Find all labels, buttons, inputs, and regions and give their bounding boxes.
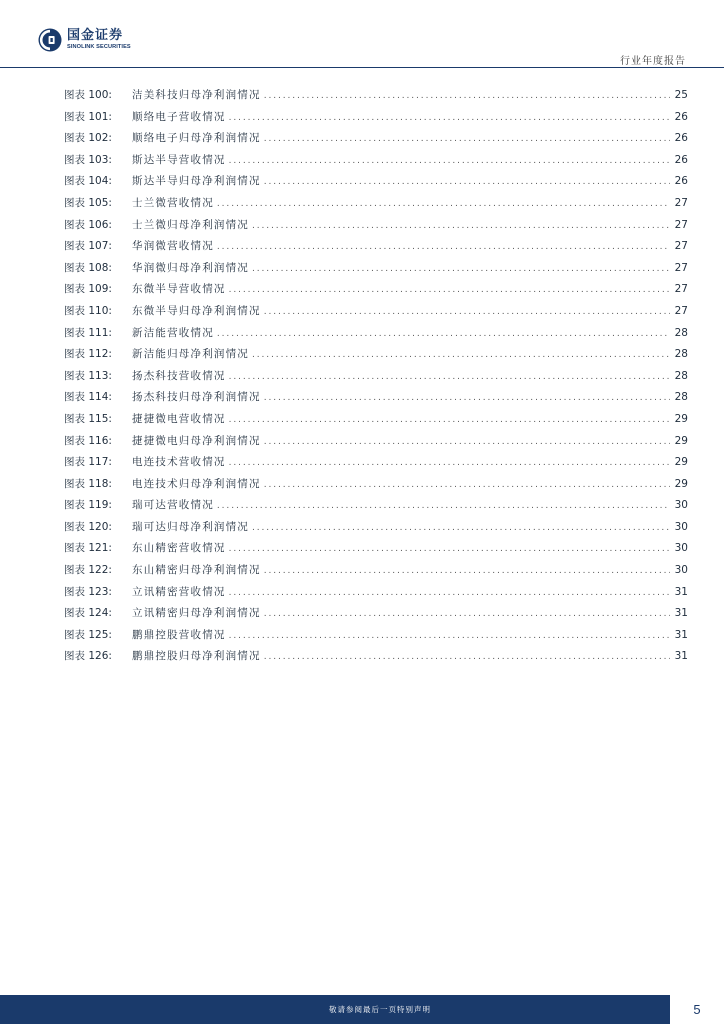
toc-entry[interactable] (64, 540, 688, 562)
toc-dot-leader (264, 609, 670, 619)
toc-entry[interactable] (64, 433, 688, 455)
toc-entry-page: 30 (674, 520, 688, 533)
toc-entry[interactable] (64, 584, 688, 606)
toc-entry[interactable] (64, 389, 688, 411)
toc-entry-label: 图表 100: (64, 89, 112, 101)
sinolink-logo-icon (38, 28, 62, 52)
toc-entry-label: 图表 101: (64, 110, 112, 123)
toc-entry[interactable] (64, 109, 688, 131)
toc-entry-page: 28 (674, 369, 688, 382)
toc-entry-page: 27 (674, 196, 688, 209)
toc-entry-label: 图表 125: (64, 628, 112, 641)
toc-entry-page: 27 (674, 261, 688, 274)
toc-entry-title: 斯达半导营收情况 (132, 153, 226, 166)
toc-dot-leader (229, 631, 670, 641)
toc-entry-label: 图表 104: (64, 175, 112, 188)
toc-entry-page: 31 (674, 607, 688, 620)
toc-entry[interactable] (64, 325, 688, 347)
toc-dot-leader (217, 329, 670, 339)
toc-entry-title: 电连技术归母净利润情况 (132, 477, 261, 490)
toc-entry-label: 图表 102: (64, 132, 112, 145)
toc-entry-title: 东山精密营收情况 (132, 542, 226, 555)
toc-dot-leader (217, 199, 670, 209)
toc-entry[interactable] (64, 303, 688, 325)
toc-entry-title: 电连技术营收情况 (132, 456, 226, 469)
toc-entry-label: 图表 119: (64, 499, 112, 512)
toc-entry[interactable] (64, 217, 688, 239)
toc-entry-page: 28 (674, 391, 688, 404)
page-number: 5 (670, 995, 724, 1024)
disclaimer-notice: 敬请参阅最后一页特别声明 (329, 1005, 431, 1014)
toc-entry-page: 28 (674, 348, 688, 361)
toc-entry-title: 瑞可达归母净利润情况 (132, 520, 249, 533)
toc-dot-leader (229, 458, 670, 468)
toc-entry[interactable] (64, 130, 688, 152)
toc-dot-leader (252, 264, 670, 274)
toc-entry-label: 图表 123: (64, 585, 112, 598)
toc-entry-page: 29 (674, 434, 688, 447)
toc-entry-title: 华润微归母净利润情况 (132, 261, 249, 274)
toc-dot-leader (264, 437, 670, 447)
toc-entry-title: 立讯精密归母净利润情况 (132, 607, 261, 620)
toc-entry[interactable] (64, 454, 688, 476)
toc-entry-label: 图表 126: (64, 650, 112, 663)
footer-bar (0, 995, 670, 1024)
toc-entry-label: 图表 112: (64, 348, 112, 361)
toc-entry-label: 图表 109: (64, 283, 112, 296)
toc-entry-title: 新洁能营收情况 (132, 326, 214, 339)
toc-entry[interactable] (64, 173, 688, 195)
toc-dot-leader (229, 156, 670, 166)
toc-entry-page: 26 (674, 110, 688, 123)
toc-entry-page: 29 (674, 477, 688, 490)
toc-entry-label: 图表 122: (64, 564, 112, 577)
toc-entry-title: 捷捷微电营收情况 (132, 412, 226, 425)
toc-entry-label: 图表 118: (64, 477, 112, 490)
toc-dot-leader (217, 242, 670, 252)
toc-entry-label: 图表 113: (64, 369, 112, 382)
toc-entry-title: 鹏鼎控股归母净利润情况 (132, 650, 261, 663)
toc-dot-leader (229, 415, 670, 425)
toc-dot-leader (264, 393, 670, 403)
toc-entry-label: 图表 117: (64, 456, 112, 469)
toc-entry-page: 29 (674, 412, 688, 425)
toc-entry-title: 洁美科技归母净利润情况 (132, 89, 261, 101)
toc-entry[interactable] (64, 281, 688, 303)
logo-chinese-name: 国金证券 (67, 28, 124, 44)
toc-entry[interactable] (64, 87, 688, 109)
toc-entry-label: 图表 108: (64, 261, 112, 274)
toc-entry-page: 27 (674, 240, 688, 253)
toc-entry-title: 士兰微营收情况 (132, 196, 214, 209)
toc-entry-page: 27 (674, 283, 688, 296)
toc-dot-leader (229, 372, 670, 382)
toc-entry-title: 瑞可达营收情况 (132, 499, 214, 512)
toc-entry-title: 新洁能归母净利润情况 (132, 348, 249, 361)
logo-english-name: SINOLINK SECURITIES (67, 44, 131, 51)
toc-dot-leader (252, 221, 670, 231)
toc-dot-leader (264, 134, 670, 144)
toc-entry-label: 图表 124: (64, 607, 112, 620)
toc-entry-label: 图表 106: (64, 218, 112, 231)
toc-entry-label: 图表 110: (64, 304, 112, 317)
toc-entry-label: 图表 107: (64, 240, 112, 253)
toc-entry-title: 鹏鼎控股营收情况 (132, 628, 226, 641)
toc-entry-label: 图表 114: (64, 391, 112, 404)
toc-entry-label: 图表 120: (64, 520, 112, 533)
toc-dot-leader (264, 480, 670, 490)
toc-entry-page: 27 (674, 304, 688, 317)
toc-entry[interactable] (64, 476, 688, 498)
toc-entry-page: 30 (674, 542, 688, 555)
toc-entry[interactable] (64, 627, 688, 649)
toc-dot-leader (264, 566, 670, 576)
toc-dot-leader (252, 523, 670, 533)
toc-entry[interactable] (64, 497, 688, 519)
toc-entry-title: 顺络电子营收情况 (132, 110, 226, 123)
toc-dot-leader (229, 113, 670, 123)
toc-entry-page: 31 (674, 650, 688, 663)
toc-entry-page: 30 (674, 564, 688, 577)
toc-entry-page: 31 (674, 628, 688, 641)
toc-entry[interactable] (64, 368, 688, 390)
toc-entry-title: 斯达半导归母净利润情况 (132, 175, 261, 188)
toc-entry[interactable] (64, 519, 688, 541)
toc-entry-title: 东山精密归母净利润情况 (132, 564, 261, 577)
company-logo (38, 28, 131, 52)
toc-entry[interactable] (64, 648, 688, 670)
toc-entry-title: 士兰微归母净利润情况 (132, 218, 249, 231)
report-type: 行业年度报告 (620, 56, 686, 67)
toc-entry-title: 华润微营收情况 (132, 240, 214, 253)
toc-dot-leader (264, 652, 670, 662)
toc-entry-label: 图表 115: (64, 412, 112, 425)
toc-entry-page: 26 (674, 175, 688, 188)
toc-entry[interactable] (64, 260, 688, 282)
toc-entry[interactable] (64, 195, 688, 217)
toc-dot-leader (229, 285, 670, 295)
toc-entry-title: 捷捷微电归母净利润情况 (132, 434, 261, 447)
toc-dot-leader (252, 350, 670, 360)
toc-entry-title: 扬杰科技营收情况 (132, 369, 226, 382)
toc-entry-page: 31 (674, 585, 688, 598)
toc-entry-label: 图表 116: (64, 434, 112, 447)
toc-entry[interactable] (64, 562, 688, 584)
toc-entry-title: 东微半导归母净利润情况 (132, 304, 261, 317)
toc-entry-page: 28 (674, 326, 688, 339)
figure-index-list (64, 87, 688, 670)
toc-entry[interactable] (64, 238, 688, 260)
toc-entry-page: 25 (674, 89, 688, 101)
toc-entry-page: 29 (674, 456, 688, 469)
toc-entry-title: 扬杰科技归母净利润情况 (132, 391, 261, 404)
toc-dot-leader (217, 501, 670, 511)
toc-entry-page: 26 (674, 132, 688, 145)
toc-dot-leader (229, 544, 670, 554)
toc-entry-title: 立讯精密营收情况 (132, 585, 226, 598)
toc-entry-label: 图表 121: (64, 542, 112, 555)
toc-entry[interactable] (64, 411, 688, 433)
toc-entry-label: 图表 111: (64, 326, 112, 339)
toc-dot-leader (264, 91, 670, 101)
toc-entry[interactable] (64, 605, 688, 627)
toc-entry-label: 图表 103: (64, 153, 112, 166)
toc-entry-page: 27 (674, 218, 688, 231)
header-divider (0, 67, 724, 68)
toc-entry-page: 30 (674, 499, 688, 512)
toc-entry-title: 东微半导营收情况 (132, 283, 226, 296)
page-footer (0, 995, 724, 1024)
toc-entry[interactable] (64, 346, 688, 368)
toc-dot-leader (264, 177, 670, 187)
toc-entry-label: 图表 105: (64, 196, 112, 209)
toc-dot-leader (264, 307, 670, 317)
toc-entry-title: 顺络电子归母净利润情况 (132, 132, 261, 145)
toc-entry-page: 26 (674, 153, 688, 166)
toc-dot-leader (229, 588, 670, 598)
toc-entry[interactable] (64, 152, 688, 174)
